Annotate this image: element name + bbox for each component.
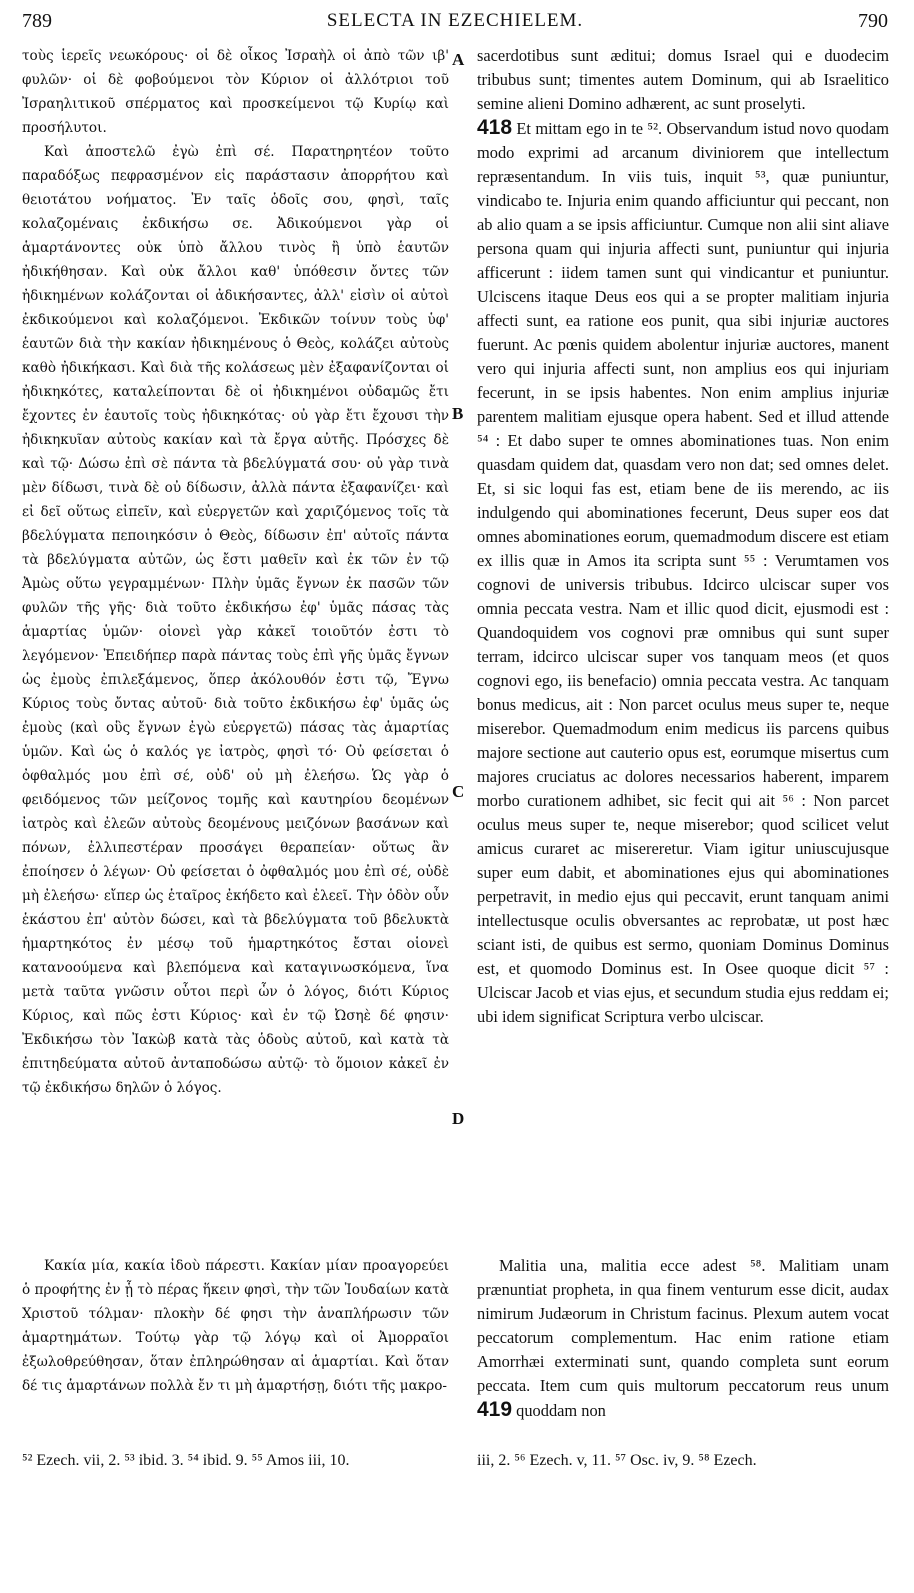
column-marker-b: B: [452, 404, 464, 423]
column-marker-d: D: [452, 1109, 465, 1128]
column-marker-a: A: [452, 50, 465, 69]
latin-column-bottom: [477, 1254, 889, 1423]
column-marker-c: C: [452, 782, 465, 801]
running-title: SELECTA IN EZECHIELEM.: [326, 10, 584, 31]
section-number: 418: [477, 116, 513, 139]
column-number: 419: [477, 1398, 513, 1421]
footnotes-left: ⁵² Ezech. vii, 2. ⁵³ ibid. 3. ⁵⁴ ibid. 9. ⁵⁵ Amos iii, 10.: [22, 1452, 350, 1469]
latin-column-top: [477, 44, 889, 1029]
greek-paragraph: τοὺς ἱερεῖς νεωκόρους· οἱ δὲ οἶκος Ἰσραὴλ οἱ ἀπὸ τῶν ιβ' φυλῶν· οἱ δὲ φοβούμενοι τὸν Κύριον οἱ ἀλλότριοι τοῦ Ἰσραηλιτικοῦ σπέρματος καὶ προσκείμενοι τῷ Κυρίῳ καὶ προσήλυτοι.: [22, 48, 449, 136]
latin-paragraph: [477, 1254, 889, 1423]
running-header: [22, 10, 888, 36]
greek-column-bottom: [22, 1254, 449, 1398]
page-number-right: 790: [858, 10, 888, 32]
latin-paragraph: sacerdotibus sunt æditui; domus Israel qui e duodecim tribubus sunt; timentes autem Dominum, qui ab Israelitico semine alieni Domino adhærent, ac sunt proselyti.: [477, 46, 889, 113]
greek-column-top: [22, 44, 449, 1100]
latin-paragraph-text: Et mittam ego in te ⁵². Observandum istud novo quodam modo exprimi ad arcanum diviniorem que intellectum repræsentandum. In viis tuis, inquit ⁵³, quæ puniuntur, vindicabo te. Injuria enim quando afficiuntur qui peccant, non ab alio quam a se ipsis afficiuntur. Cumque non alii sint aliave persona quam qui injuria affecti sunt, puniuntur qui injuria afficerunt : iidem tamen sunt qui vindicantur et puniuntur. Ulciscens itaque Deus eos qui a se propter malitiam injuria affecti sunt, ea ratione eos punit, qua sibi injuriæ auctores fuerunt. Ac pœnis quidem abolentur injuriæ auctores, manent vero qui injuria affecti sunt, non amplius eos qui injuriam fecerunt, in se ipsis habentes. Non enim amplius injuriæ parentem malitiam ejusque opera habent. Sed et illud attende ⁵⁴ : Et dabo super te omnes abominationes tuas. Non enim quasdam quidem dat, quasdam vero non dat; sed omnes delet. Et, si sic loqui fas est, etiam bene de iis merendo, ac iis indulgendo qui abominationes fecerunt, Deus super eos dat omnes abominationes eorum, quemadmodum discere est etiam ex illis quæ in Amos ita scripta sunt ⁵⁵ : Verumtamen vos cognovi de universis tribubus. Idcirco ulciscar super vos omnia peccata vestra. Nam et illic quod dicit, ejusmodi est : Quandoquidem vos cognovi præ omnibus qui sunt super terram, idcirco ulciscar super vos tanquam meos (et quos cognovi ego, iis benefacio) omnia peccata vestra. Ac tanquam bonus medicus, ait : Non parcet oculus meus super te, neque miserebor. Quemadmodum enim medicus iis parcens quibus majore sectione aut cauterio opus est, eorumque misertus cum majores cruciatus ac dolores necessarios haberent, imparem morbo curationem adhibet, sic fecit qui ait ⁵⁶ : Non parcet oculus meus super te, neque miserebor; quod scilicet velut amicus curaret ac misereretur. Viam igitur uniuscujusque super eum dabit, et abominationes ejus qui abominationes perpetravit, in medio ejus qui peccavit, erunt tanquam animi intellectusque oculis obversantes ac reprobatæ, ut post hæc sciant isti, de quibus est sermo, quoniam Dominus Dominus est, et quomodo Dominus est. In Osee quoque dicit ⁵⁷ : Ulciscar Jacob et vias ejus, et secundum studia ejus reddam ei; ubi idem significat Scriptura verbo ulciscar.: [477, 119, 889, 1026]
latin-paragraph-text: Malitia una, malitia ecce adest ⁵⁸. Malitiam unam prænuntiat propheta, in qua finem venturum esse dicit, audax nimirum Judæorum in Christum facinus. Plexum autem vocat peccatorum complementum. Hac enim ratione etiam Amorrhæi exterminati sunt, quando completa sunt eorum peccata. Item cum quis multorum peccatorum reus unum: [477, 1256, 889, 1395]
latin-paragraph-418: [477, 116, 889, 1029]
page-number-left: 789: [22, 10, 52, 32]
greek-paragraph: Κακία μία, κακία ἰδοὺ πάρεστι. Κακίαν μίαν προαγορεύει ὁ προφήτης ἐν ᾗ τὸ πέρας ἥκειν φησὶ, τὴν τῶν Ἰουδαίων κατὰ Χριστοῦ τόλμαν· πλοκὴν δέ φησι τὴν ἀναπλήρωσιν τῶν ἁμαρτημάτων. Τούτῳ γὰρ τῷ λόγῳ καὶ οἱ Ἀμορραῖοι ἐξωλοθρεύθησαν, ὅταν ἐπληρώθησαν αἱ ἁμαρτίαι. Καὶ ὅταν δέ τις ἁμαρτάνων πολλὰ ἔν τι μὴ ἁμαρτήσῃ, διότι τῆς μακρο-: [22, 1258, 449, 1394]
footnotes-right: iii, 2. ⁵⁶ Ezech. v, 11. ⁵⁷ Osc. iv, 9. ⁵⁸ Ezech.: [477, 1452, 757, 1469]
greek-paragraph: Καὶ ἀποστελῶ ἐγὼ ἐπὶ σέ. Παρατηρητέον τοῦτο παραδόξως πεφρασμένον εἰς παράστασιν ἀπορρήτου καὶ θειοτάτου νοήματος. Ἐν ταῖς ὁδοῖς σου, φησὶ, ταῖς κολαζομέναις ἐκδικήσω σε. Ἀδικούμενοι γὰρ οἱ ἁμαρτάνοντες οὐκ ὑπὸ ἄλλου τινὸς ἢ ὑπὸ ἑαυτῶν ἠδικήθησαν. Καὶ οὐκ ἄλλοι καθ' ὑπόθεσιν ὄντες τῶν ἠδικημένων κολάζονται οἱ ἀδικήσαντες, ἀλλ' εἰσὶν οἱ αὐτοὶ ἐκδικούμενοι καὶ κολαζόμενοι. Ἐκδικῶν τοίνυν τοὺς ὑφ' ἑαυτῶν διὰ τὴν κακίαν ἠδικημένους ὁ Θεὸς, κολάζει αὐτοὺς καθὸ ἠδικήκασι. Καὶ διὰ τῆς κολάσεως μὲν ἐξαφανίζονται οἱ ἠδικηκότες, καταλείπονται δὲ οἱ ἠδικημένοι οὐδαμῶς ἔτι ἔχοντες ἐν ἑαυτοῖς τοὺς ἠδικηκότας· οὐ γὰρ ἔτι ἔχουσι τὴν ἠδικηκυῖαν αὐτοὺς κακίαν καὶ τὰ ἔργα αὐτῆς. Πρόσχες δὲ καὶ τῷ· Δώσω ἐπὶ σὲ πάντα τὰ βδελύγματά σου· οὐ γὰρ τινὰ μὲν δίδωσι, τινὰ δὲ οὐ δίδωσιν, ἀλλὰ πάντα ἐξαφανίζει· καὶ εἰ δεῖ οὕτως εἰπεῖν, καὶ εὐεργετῶν καὶ χαριζόμενος τοῖς τὰ βδελύγματα πεποιηκόσιν ὁ Θεὸς, δίδωσιν ἐπ' αὐτοῖς πάντα τὰ βδελύγματα αὐτῶν, ὡς ἔστι μαθεῖν καὶ ἐκ τῶν ἐν τῷ Ἀμὼς οὕτω γεγραμμένων· Πλὴν ὑμᾶς ἔγνων ἐκ πασῶν τῶν φυλῶν τῆς γῆς· διὰ τοῦτο ἐκδικήσω ἐφ' ὑμᾶς πάσας τὰς ἁμαρτίας ὑμῶν· οἱονεὶ γὰρ κἀκεῖ τοιοῦτόν ἐστι τὸ λεγόμενον· Ἐπειδήπερ παρὰ πάντας τοὺς ἐπὶ γῆς ὑμᾶς ἔγνων ὡς ἐμοὺς ἐπιλεξάμενος, ὅπερ ἀκόλουθόν ἐστι τῷ, Ἔγνω Κύριος τοὺς ὄντας αὐτοῦ· διὰ τοῦτο ἐκδικήσω ἐφ' ὑμᾶς ὡς ἐμοὺς (καὶ οὓς ἔγνων ἐγὼ εὐεργετῶ) πάσας τὰς ἁμαρτίας ὑμῶν. Καὶ ὡς ὁ καλός γε ἰατρὸς, φησὶ τό· Οὐ φείσεται ὁ ὀφθαλμός μου ἐπὶ σέ, οὐδ' οὐ μὴ ἐλεήσω. Ὡς γὰρ ὁ φειδόμενος τῶν μείζονος τομῆς καὶ καυτηρίου δεομένων ἰατρὸς καὶ ἐλεῶν αὐτοὺς δεομένους μειζόνων βασάνων καὶ πόνων, ἐλλιπεστέραν προσάγει θεραπείαν· οὕτως ἂν ἐποίησεν ὁ λέγων· Οὐ φείσεται ὁ ὀφθαλμός μου ἐπὶ σέ, οὐδὲ μὴ ἐλεήσω· εἴπερ ὡς ἑταῖρος ἐκήδετο καὶ ἐλεεῖ. Τὴν ὁδὸν οὖν ἑκάστου ἐπ' αὐτὸν δώσει, καὶ τὰ βδελύγματα τοῦ βδελυκτὰ ἡμαρτηκότος ἐν μέσῳ τοῦ ἡμαρτηκότος ἔσται οἱονεὶ κατανοούμενα καὶ βλεπόμενα καὶ καταγινωσκόμενα, ἵνα μετὰ ταῦτα γνῶσιν οὗτοι περὶ ὧν ὁ λόγος, διότι Κύριος Κύριος, καὶ πῶς ἐστι Κύριος· καὶ ἐν τῷ Ὠσηὲ δέ φησιν· Ἐκδικήσω τὸν Ἰακὼβ κατὰ τὰς ὁδοὺς αὐτοῦ, καὶ κατὰ τὰ ἐπιτηδεύματα αὐτοῦ ἀνταποδώσω αὐτῷ· τὸ ὅμοιον κἀκεῖ ἐν τῷ ἐκδικήσω δηλῶν ὁ λόγος.: [22, 144, 449, 1096]
latin-paragraph-tail: quoddam non: [516, 1401, 606, 1420]
